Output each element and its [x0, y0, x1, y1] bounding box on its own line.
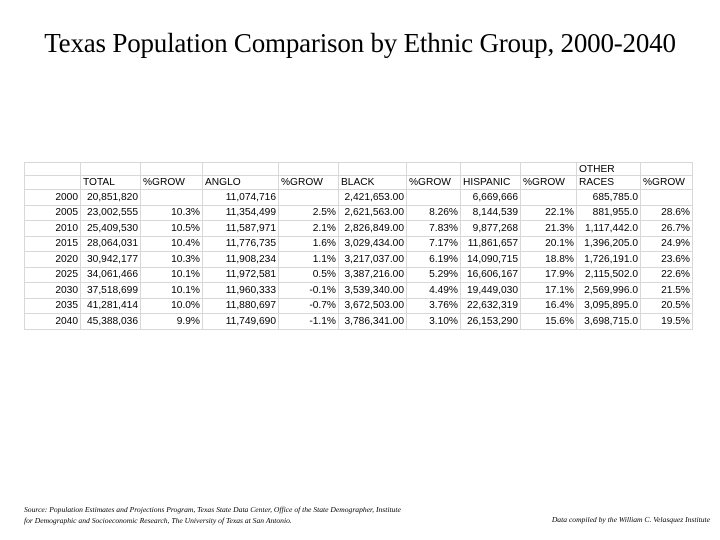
table-cell: 28.6%: [641, 205, 693, 221]
table-cell: -1.1%: [279, 314, 339, 330]
table-cell: 16,606,167: [461, 267, 521, 283]
source-note: [24, 504, 494, 526]
column-header: %GROW: [141, 176, 203, 190]
table-cell: [407, 190, 461, 206]
column-header: %GROW: [407, 176, 461, 190]
header-top-cell: [339, 163, 407, 176]
column-header: BLACK: [339, 176, 407, 190]
table-cell: 11,908,234: [203, 252, 279, 268]
header-top-cell: [521, 163, 577, 176]
column-header: %GROW: [641, 176, 693, 190]
table-cell: [279, 190, 339, 206]
year-cell: 2025: [25, 267, 81, 283]
table-cell: 3.76%: [407, 298, 461, 314]
table-cell: 10.3%: [141, 205, 203, 221]
table-cell: 15.6%: [521, 314, 577, 330]
table-cell: 37,518,699: [81, 283, 141, 299]
table-cell: 7.83%: [407, 221, 461, 237]
header-top-cell: [25, 163, 81, 176]
table-cell: 3,672,503.00: [339, 298, 407, 314]
table-cell: -0.1%: [279, 283, 339, 299]
column-header: ANGLO: [203, 176, 279, 190]
table-cell: 11,972,581: [203, 267, 279, 283]
table-cell: 2.5%: [279, 205, 339, 221]
table-cell: 19.5%: [641, 314, 693, 330]
table-cell: 8.26%: [407, 205, 461, 221]
header-top-cell: [141, 163, 203, 176]
table-cell: 3.10%: [407, 314, 461, 330]
table-cell: 3,217,037.00: [339, 252, 407, 268]
page-title: Texas Population Comparison by Ethnic Group, 2000-2040: [44, 28, 676, 58]
table-cell: 2.1%: [279, 221, 339, 237]
table-cell: 881,955.0: [577, 205, 641, 221]
header-row: [25, 176, 693, 190]
table-cell: 3,698,715.0: [577, 314, 641, 330]
header-top-cell: [407, 163, 461, 176]
table-row: [25, 190, 693, 206]
year-cell: 2015: [25, 236, 81, 252]
header-top-cell: [279, 163, 339, 176]
table-cell: 2,826,849.00: [339, 221, 407, 237]
table-cell: 23,002,555: [81, 205, 141, 221]
table-cell: 3,786,341.00: [339, 314, 407, 330]
table-cell: 10.1%: [141, 283, 203, 299]
table-cell: 11,960,333: [203, 283, 279, 299]
table-row: [25, 252, 693, 268]
table-cell: 22.1%: [521, 205, 577, 221]
header-top-cell: [203, 163, 279, 176]
table-cell: 7.17%: [407, 236, 461, 252]
table-cell: 10.4%: [141, 236, 203, 252]
table-row: [25, 221, 693, 237]
year-cell: 2000: [25, 190, 81, 206]
table-cell: 20,851,820: [81, 190, 141, 206]
table-cell: 18.8%: [521, 252, 577, 268]
table-cell: 6,669,666: [461, 190, 521, 206]
table-cell: 28,064,031: [81, 236, 141, 252]
table-cell: 11,861,657: [461, 236, 521, 252]
table-cell: [521, 190, 577, 206]
table-cell: 1.6%: [279, 236, 339, 252]
table-cell: 3,095,895.0: [577, 298, 641, 314]
table-row: [25, 283, 693, 299]
table-cell: 16.4%: [521, 298, 577, 314]
table-cell: 23.6%: [641, 252, 693, 268]
column-header: %GROW: [521, 176, 577, 190]
table-cell: 4.49%: [407, 283, 461, 299]
table-cell: 1,117,442.0: [577, 221, 641, 237]
table-cell: 2,569,996.0: [577, 283, 641, 299]
table-cell: 45,388,036: [81, 314, 141, 330]
table-cell: 10.0%: [141, 298, 203, 314]
year-cell: 2005: [25, 205, 81, 221]
table-cell: 1,396,205.0: [577, 236, 641, 252]
table-cell: 11,776,735: [203, 236, 279, 252]
year-cell: 2030: [25, 283, 81, 299]
table-cell: 2,115,502.0: [577, 267, 641, 283]
table-cell: 0.5%: [279, 267, 339, 283]
year-cell: 2020: [25, 252, 81, 268]
header-top-cell: [81, 163, 141, 176]
table-cell: 26,153,290: [461, 314, 521, 330]
table-cell: 11,587,971: [203, 221, 279, 237]
header-row-top: [25, 163, 693, 176]
column-header: TOTAL: [81, 176, 141, 190]
table-cell: 17.9%: [521, 267, 577, 283]
table-cell: 2,421,653.00: [339, 190, 407, 206]
table-cell: 17.1%: [521, 283, 577, 299]
table-cell: 9.9%: [141, 314, 203, 330]
table-cell: 19,449,030: [461, 283, 521, 299]
year-cell: 2040: [25, 314, 81, 330]
table-cell: [641, 190, 693, 206]
table-cell: 3,387,216.00: [339, 267, 407, 283]
table-cell: 30,942,177: [81, 252, 141, 268]
credit-note: Data compiled by the William C. Velasquez Institute: [551, 515, 710, 524]
table-row: [25, 267, 693, 283]
table-cell: 685,785.0: [577, 190, 641, 206]
column-header: [25, 176, 81, 190]
table-cell: 22.6%: [641, 267, 693, 283]
table-cell: 14,090,715: [461, 252, 521, 268]
table-cell: 11,354,499: [203, 205, 279, 221]
table-row: [25, 298, 693, 314]
table-cell: 20.1%: [521, 236, 577, 252]
table-cell: [141, 190, 203, 206]
table-cell: -0.7%: [279, 298, 339, 314]
table-cell: 3,539,340.00: [339, 283, 407, 299]
year-cell: 2035: [25, 298, 81, 314]
table-cell: 10.3%: [141, 252, 203, 268]
column-header: %GROW: [279, 176, 339, 190]
table-cell: 25,409,530: [81, 221, 141, 237]
population-table: [24, 162, 693, 330]
table-cell: 1.1%: [279, 252, 339, 268]
table-cell: 11,074,716: [203, 190, 279, 206]
year-cell: 2010: [25, 221, 81, 237]
table-cell: 5.29%: [407, 267, 461, 283]
table-cell: 11,880,697: [203, 298, 279, 314]
table-cell: 1,726,191.0: [577, 252, 641, 268]
header-top-cell: [641, 163, 693, 176]
table-row: [25, 236, 693, 252]
source-line-2: for Demographic and Socioeconomic Research, The University of Texas at San Antonio.: [24, 516, 292, 525]
table-cell: 21.5%: [641, 283, 693, 299]
source-line-1: Source: Population Estimates and Projections Program, Texas State Data Center, Office of the State Demographer, Institute: [24, 505, 401, 514]
table-body: [25, 190, 693, 330]
header-top-cell: OTHER: [577, 163, 641, 176]
table-cell: 24.9%: [641, 236, 693, 252]
column-header: HISPANIC: [461, 176, 521, 190]
table-cell: 41,281,414: [81, 298, 141, 314]
table-cell: 6.19%: [407, 252, 461, 268]
table-cell: 26.7%: [641, 221, 693, 237]
table-cell: 8,144,539: [461, 205, 521, 221]
table-cell: 9,877,268: [461, 221, 521, 237]
column-header: RACES: [577, 176, 641, 190]
table-cell: 11,749,690: [203, 314, 279, 330]
table-cell: 2,621,563.00: [339, 205, 407, 221]
header-top-cell: [461, 163, 521, 176]
table-cell: 10.1%: [141, 267, 203, 283]
table-cell: 10.5%: [141, 221, 203, 237]
table-row: [25, 205, 693, 221]
table-cell: 20.5%: [641, 298, 693, 314]
table-cell: 3,029,434.00: [339, 236, 407, 252]
table-cell: 21.3%: [521, 221, 577, 237]
table-cell: 22,632,319: [461, 298, 521, 314]
table-row: [25, 314, 693, 330]
table-cell: 34,061,466: [81, 267, 141, 283]
